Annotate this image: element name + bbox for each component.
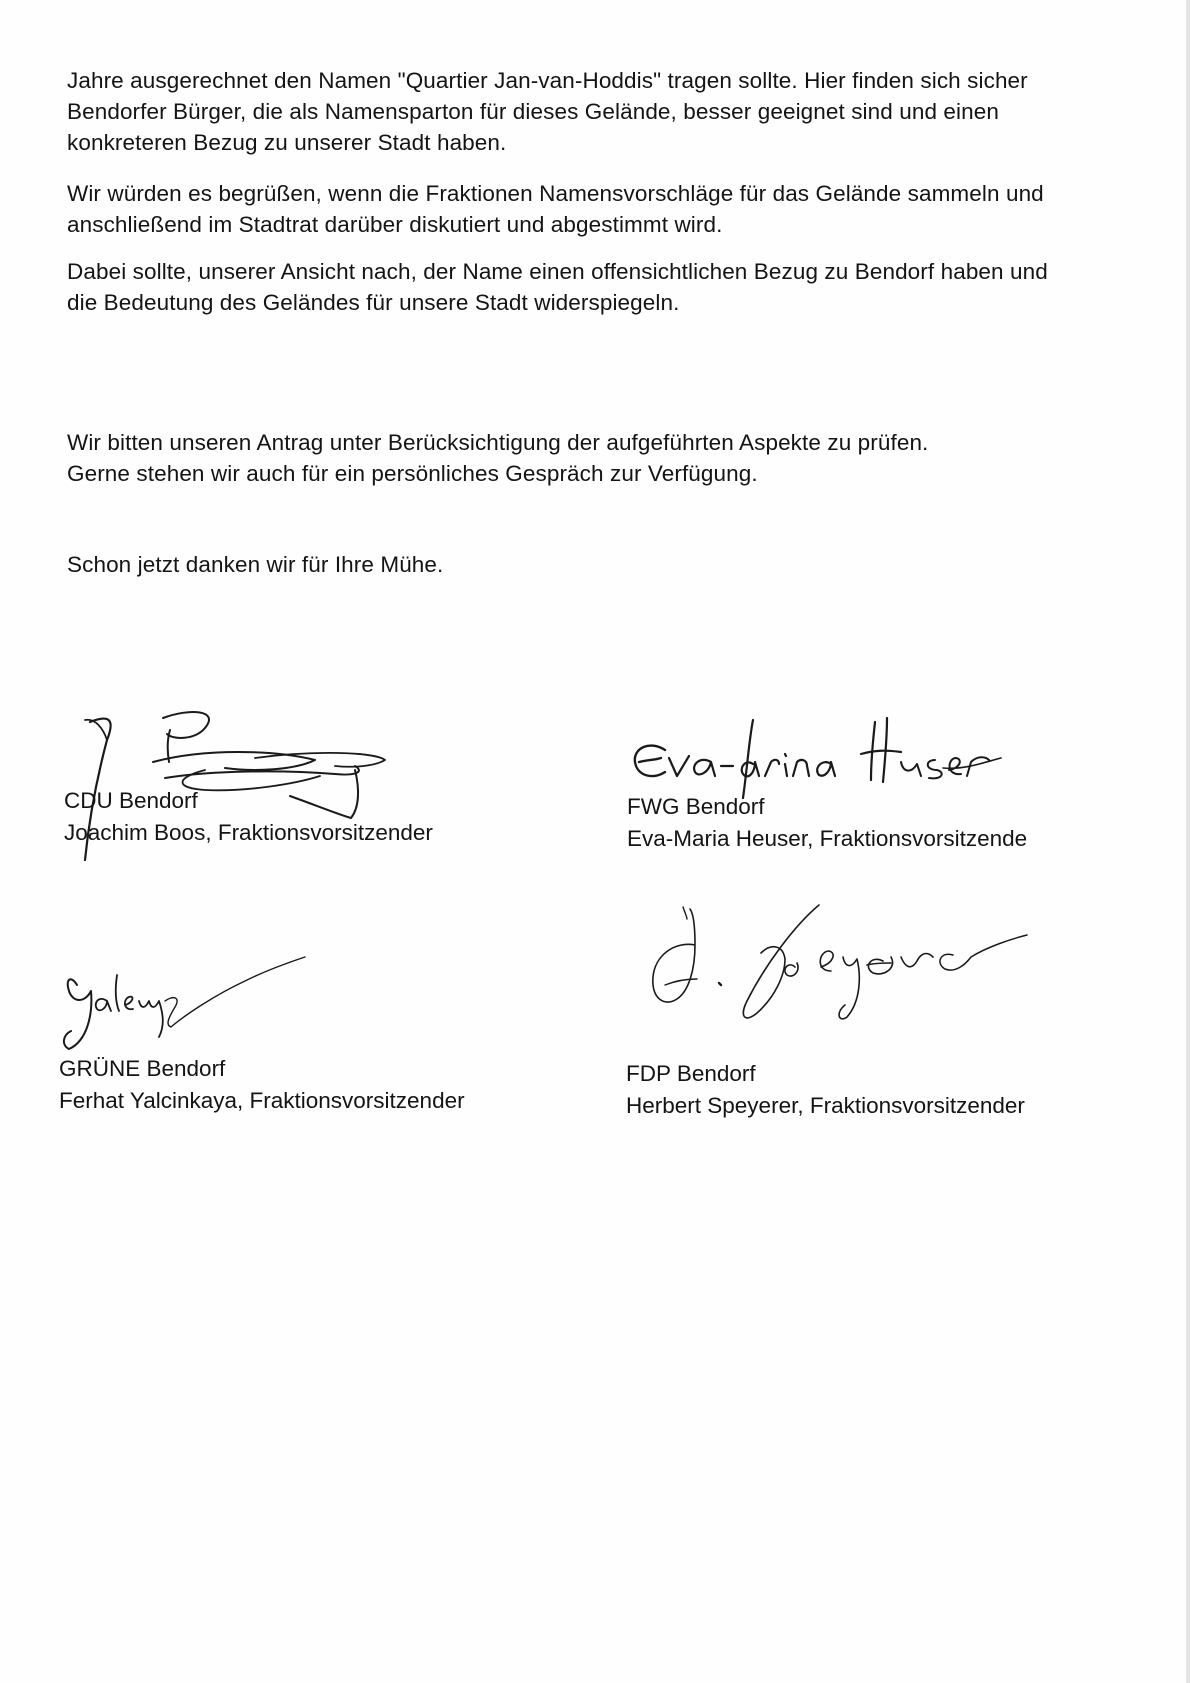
- signature-block-cdu: [64, 785, 433, 849]
- signatory-party: GRÜNE Bendorf: [59, 1056, 226, 1081]
- paragraph-3: [67, 256, 1127, 318]
- signatory-party: FWG Bendorf: [627, 794, 765, 819]
- signatory-name: Eva-Maria Heuser, Fraktionsvorsitzende: [627, 826, 1028, 851]
- scan-edge: [1186, 0, 1190, 1683]
- paragraph-1-line: Bendorfer Bürger, die als Namensparton für dieses Gelände, besser geeignet sind und einen: [67, 99, 999, 124]
- paragraph-2-line: anschließend im Stadtrat darüber diskutiert und abgestimmt wird.: [67, 212, 723, 237]
- fdp-handwritten-signature: [635, 905, 1135, 1045]
- fwg-handwritten-signature: [625, 710, 1025, 800]
- paragraph-4-line: Gerne stehen wir auch für ein persönliches Gespräch zur Verfügung.: [67, 461, 758, 486]
- paragraph-2-line: Wir würden es begrüßen, wenn die Fraktionen Namensvorschläge für das Gelände sammeln und: [67, 181, 1044, 206]
- paragraph-4: [67, 427, 1127, 489]
- signature-block-fdp: [626, 1058, 1025, 1122]
- paragraph-3-line: die Bedeutung des Geländes für unsere Stadt widerspiegeln.: [67, 290, 680, 315]
- closing-line: [67, 549, 1127, 580]
- paragraph-3-line: Dabei sollte, unserer Ansicht nach, der Name einen offensichtlichen Bezug zu Bendorf haben und: [67, 259, 1048, 284]
- signature-block-fwg: [627, 791, 1027, 855]
- signatory-name: Herbert Speyerer, Fraktionsvorsitzender: [626, 1093, 1025, 1118]
- paragraph-1: [67, 65, 1127, 158]
- paragraph-4-line: Wir bitten unseren Antrag unter Berücksichtigung der aufgeführten Aspekte zu prüfen.: [67, 430, 929, 455]
- signatory-name: Ferhat Yalcinkaya, Fraktionsvorsitzender: [59, 1088, 465, 1113]
- signatory-party: CDU Bendorf: [64, 788, 198, 813]
- gruene-handwritten-signature: [55, 945, 305, 1060]
- closing-text: Schon jetzt danken wir für Ihre Mühe.: [67, 552, 444, 577]
- paragraph-1-line: konkreteren Bezug zu unserer Stadt haben.: [67, 130, 507, 155]
- signatory-party: FDP Bendorf: [626, 1061, 756, 1086]
- signatory-name: Joachim Boos, Fraktionsvorsitzender: [64, 820, 433, 845]
- paragraph-2: [67, 178, 1127, 240]
- signature-block-gruene: [59, 1053, 465, 1117]
- paragraph-1-line: Jahre ausgerechnet den Namen "Quartier Jan-van-Hoddis" tragen sollte. Hier finden sich sicher: [67, 68, 1028, 93]
